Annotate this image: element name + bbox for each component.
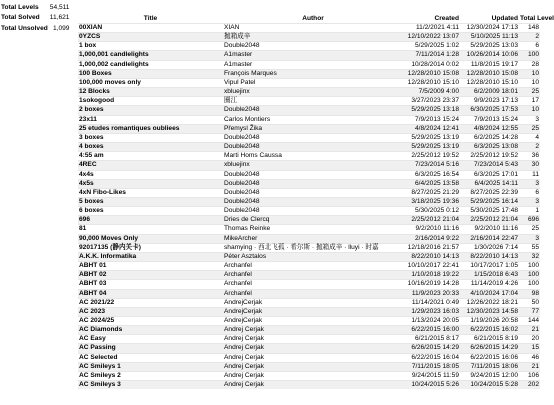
cell-author: Vipul Patel xyxy=(223,78,403,87)
table-row[interactable] xyxy=(78,33,540,42)
cell-total-level: 3 xyxy=(519,197,540,206)
cell-total-level: 6 xyxy=(519,42,540,51)
cell-author: Carlos Montiers xyxy=(223,115,403,124)
cell-author: Andrej Cerjak xyxy=(223,381,403,390)
cell-title[interactable]: 4x5s xyxy=(78,179,223,188)
table-row[interactable] xyxy=(78,243,540,252)
column-header-updated[interactable]: Updated xyxy=(491,15,518,22)
table-row[interactable] xyxy=(78,262,540,271)
cell-created: 6/4/2025 13:58 xyxy=(403,179,460,188)
table-row[interactable] xyxy=(78,326,540,335)
table-row[interactable] xyxy=(78,143,540,152)
cell-total-level: 32 xyxy=(519,252,540,261)
cell-author: Přemysl Žika xyxy=(223,124,403,133)
table-row[interactable] xyxy=(78,353,540,362)
cell-created: 11/9/2023 20:33 xyxy=(403,289,460,298)
summary-value: 1,099 xyxy=(52,24,70,32)
cell-updated: 2/16/2014 22:47 xyxy=(460,234,519,243)
cell-author: Thomas Reinke xyxy=(223,225,403,234)
table-row[interactable] xyxy=(78,271,540,280)
summary-value: 54,511 xyxy=(49,4,70,11)
cell-created: 7/5/2009 4:00 xyxy=(403,88,460,97)
table-row[interactable] xyxy=(78,170,540,179)
cell-updated: 12/28/2010 15:08 xyxy=(460,69,519,78)
cell-created: 5/29/2025 13:19 xyxy=(403,133,460,142)
summary-row xyxy=(0,13,70,23)
cell-title[interactable]: 4:55 am xyxy=(78,152,223,161)
table-row[interactable] xyxy=(78,188,540,197)
cell-created: 11/14/2021 0:49 xyxy=(403,298,460,307)
cell-title[interactable]: 6 boxes xyxy=(78,207,223,216)
cell-updated: 9/2/2010 11:16 xyxy=(460,225,519,234)
cell-author: Andrej Cerjak xyxy=(223,353,403,362)
table-row[interactable] xyxy=(78,60,540,69)
cell-created: 1/29/2023 16:03 xyxy=(403,307,460,316)
cell-created: 2/25/2012 21:04 xyxy=(403,216,460,225)
cell-title[interactable]: 4xN Fibo-Likes xyxy=(78,188,223,197)
cell-title[interactable]: 1,000,001 candlelights xyxy=(78,51,223,60)
cell-total-level: 20 xyxy=(519,335,540,344)
cell-created: 2/25/2012 19:52 xyxy=(403,152,460,161)
cell-author: Archanfel xyxy=(223,271,403,280)
summary-label: Total Unsolved xyxy=(1,24,48,32)
cell-updated: 1/19/2026 20:58 xyxy=(460,317,519,326)
cell-title[interactable]: AC Easy xyxy=(78,335,223,344)
summary-value: 11,621 xyxy=(49,14,70,22)
cell-title[interactable]: 12 Blocks xyxy=(78,88,223,97)
cell-total-level: 25 xyxy=(519,88,540,97)
cell-author: AndrejCerjak xyxy=(223,307,403,316)
cell-created: 7/9/2013 15:24 xyxy=(403,115,460,124)
cell-title[interactable]: ABHT 01 xyxy=(78,262,223,271)
summary-label: Total Solved xyxy=(1,14,40,22)
cell-author: Andrej Cerjak xyxy=(223,362,403,371)
cell-updated: 2/25/2012 19:52 xyxy=(460,152,519,161)
cell-total-level: 17 xyxy=(519,97,540,106)
cell-updated: 6/30/2025 17:53 xyxy=(460,106,519,115)
cell-total-level: 55 xyxy=(519,243,540,252)
cell-total-level: 36 xyxy=(519,152,540,161)
cell-title[interactable]: 696 xyxy=(78,216,223,225)
cell-created: 3/18/2025 19:36 xyxy=(403,197,460,206)
cell-total-level: 100 xyxy=(519,280,540,289)
cell-author: Andrej Cerjak xyxy=(223,371,403,380)
cell-updated: 5/10/2025 11:13 xyxy=(460,33,519,42)
cell-title[interactable]: 5 boxes xyxy=(78,197,223,206)
cell-title[interactable]: AC 2021/22 xyxy=(78,298,223,307)
cell-total-level: 3 xyxy=(519,179,540,188)
cell-title[interactable]: 4REC xyxy=(78,161,223,170)
cell-title[interactable]: 90,000 Moves Only xyxy=(78,234,223,243)
cell-total-level: 98 xyxy=(519,289,540,298)
cell-title[interactable]: 4x4s xyxy=(78,170,223,179)
cell-author: Andrej Cerjak xyxy=(223,335,403,344)
cell-title[interactable]: AC Smileys 1 xyxy=(78,362,223,371)
cell-title[interactable]: 0YZCS xyxy=(78,33,223,42)
cell-total-level: 100 xyxy=(519,51,540,60)
cell-title[interactable]: ABHT 03 xyxy=(78,280,223,289)
table-row[interactable] xyxy=(78,216,540,225)
cell-total-level: 10 xyxy=(519,78,540,87)
cell-updated: 12/28/2010 15:10 xyxy=(460,78,519,87)
table-row[interactable] xyxy=(78,133,540,142)
cell-title[interactable]: AC 2024/25 xyxy=(78,317,223,326)
table-row[interactable] xyxy=(78,197,540,206)
cell-updated: 10/24/2015 5:28 xyxy=(460,381,519,390)
cell-title[interactable]: ABHT 02 xyxy=(78,271,223,280)
cell-updated: 6/2/2025 14:28 xyxy=(460,133,519,142)
cell-title[interactable]: 25 etudes romantiques oubliees xyxy=(78,124,223,133)
cell-title[interactable]: AC Passing xyxy=(78,344,223,353)
cell-updated: 6/26/2015 14:29 xyxy=(460,344,519,353)
cell-created: 9/2/2010 11:16 xyxy=(403,225,460,234)
table-row[interactable] xyxy=(78,179,540,188)
cell-updated: 5/29/2025 13:03 xyxy=(460,42,519,51)
cell-author: François Marques xyxy=(223,69,403,78)
cell-total-level: 15 xyxy=(519,344,540,353)
cell-title[interactable]: 100,000 moves only xyxy=(78,78,223,87)
cell-author: MikeArcher xyxy=(223,234,403,243)
cell-title[interactable]: AC 2023 xyxy=(78,307,223,316)
table-row[interactable] xyxy=(78,362,540,371)
column-header-title[interactable]: Title xyxy=(143,15,158,22)
cell-created: 4/8/2024 12:41 xyxy=(403,124,460,133)
cell-title[interactable]: 2 boxes xyxy=(78,106,223,115)
cell-title[interactable]: AC Smileys 3 xyxy=(78,381,223,390)
cell-created: 12/18/2016 21:57 xyxy=(403,243,460,252)
cell-author: Andrej Cerjak xyxy=(223,344,403,353)
cell-created: 6/22/2015 16:00 xyxy=(403,326,460,335)
cell-created: 7/23/2014 5:16 xyxy=(403,161,460,170)
table-row[interactable] xyxy=(78,307,540,316)
cell-total-level: 100 xyxy=(519,262,540,271)
cell-updated: 6/22/2015 16:06 xyxy=(460,353,519,362)
table-row[interactable] xyxy=(78,42,540,51)
cell-total-level: 3 xyxy=(519,115,540,124)
table-row[interactable] xyxy=(78,106,540,115)
cell-created: 6/22/2015 16:04 xyxy=(403,353,460,362)
cell-updated: 6/21/2015 8:19 xyxy=(460,335,519,344)
table-row[interactable] xyxy=(78,78,540,87)
summary-row xyxy=(0,24,70,34)
cell-total-level: 202 xyxy=(519,381,540,390)
cell-title[interactable]: 4 boxes xyxy=(78,143,223,152)
collections-table xyxy=(78,2,554,389)
cell-total-level: 2 xyxy=(519,33,540,42)
cell-total-level: 10 xyxy=(519,69,540,78)
table-row[interactable] xyxy=(78,152,540,161)
cell-created: 5/29/2025 1:02 xyxy=(403,42,460,51)
cell-total-level: 11 xyxy=(519,170,540,179)
cell-updated: 1/15/2018 6:43 xyxy=(460,271,519,280)
cell-author: xbluejinx xyxy=(223,88,403,97)
cell-author: shamying · 西北飞孤 · 希尔斯 · 抛箱成辛 · lluyi · 时嘉 xyxy=(223,243,403,252)
table-row[interactable] xyxy=(78,381,540,390)
cell-total-level: 30 xyxy=(519,161,540,170)
cell-updated: 7/11/2015 18:06 xyxy=(460,362,519,371)
cell-created: 2/16/2014 9:22 xyxy=(403,234,460,243)
cell-created: 12/10/2022 13:07 xyxy=(403,33,460,42)
cell-total-level: 3 xyxy=(519,234,540,243)
cell-author: Dries de Clercq xyxy=(223,216,403,225)
table-row[interactable] xyxy=(78,161,540,170)
cell-updated: 10/26/2014 10:06 xyxy=(460,51,519,60)
cell-updated: 4/10/2024 17:04 xyxy=(460,289,519,298)
cell-created: 10/16/2019 14:28 xyxy=(403,280,460,289)
cell-updated: 12/26/2022 18:21 xyxy=(460,298,519,307)
cell-author: 圈江 xyxy=(223,97,403,106)
table-row[interactable] xyxy=(78,280,540,289)
cell-created: 12/28/2010 15:10 xyxy=(403,78,460,87)
cell-created: 9/24/2015 11:59 xyxy=(403,371,460,380)
cell-author: AndrejCerjak xyxy=(223,317,403,326)
cell-total-level: 21 xyxy=(519,362,540,371)
cell-total-level: 4 xyxy=(519,133,540,142)
cell-created: 5/29/2025 13:18 xyxy=(403,106,460,115)
cell-title[interactable]: AC Smileys 2 xyxy=(78,371,223,380)
cell-total-level: 1 xyxy=(519,207,540,216)
cell-total-level: 100 xyxy=(519,271,540,280)
table-row[interactable] xyxy=(78,335,540,344)
column-header-author[interactable]: Author xyxy=(302,15,324,22)
cell-created: 5/30/2025 0:12 xyxy=(403,207,460,216)
cell-title[interactable]: 1,000,002 candlelights xyxy=(78,60,223,69)
cell-title[interactable]: 00XIAN xyxy=(78,24,223,33)
table-row[interactable] xyxy=(78,51,540,60)
cell-author: Double2048 xyxy=(223,207,403,216)
cell-total-level: 10 xyxy=(519,106,540,115)
cell-created: 1/13/2024 20:05 xyxy=(403,317,460,326)
cell-updated: 8/27/2025 22:39 xyxy=(460,188,519,197)
cell-total-level: 77 xyxy=(519,307,540,316)
summary-label: Total Levels xyxy=(1,4,39,11)
cell-created: 6/3/2025 16:54 xyxy=(403,170,460,179)
cell-author: Double2048 xyxy=(223,179,403,188)
cell-created: 8/27/2025 21:29 xyxy=(403,188,460,197)
cell-updated: 10/17/2017 1:05 xyxy=(460,262,519,271)
cell-updated: 5/30/2025 17:48 xyxy=(460,207,519,216)
cell-updated: 11/8/2015 19:17 xyxy=(460,60,519,69)
table-row[interactable] xyxy=(78,24,540,33)
cell-title[interactable]: A.K.K. Informatika xyxy=(78,252,223,261)
cell-author: Double2048 xyxy=(223,143,403,152)
table-row[interactable] xyxy=(78,234,540,243)
table-row[interactable] xyxy=(78,69,540,78)
table-row[interactable] xyxy=(78,344,540,353)
cell-updated: 6/3/2025 17:01 xyxy=(460,170,519,179)
level-collection-list xyxy=(78,2,554,389)
cell-updated: 2/25/2012 21:04 xyxy=(460,216,519,225)
cell-created: 12/28/2010 15:08 xyxy=(403,69,460,78)
cell-updated: 7/23/2014 5:43 xyxy=(460,161,519,170)
table-row[interactable] xyxy=(78,97,540,106)
cell-created: 10/28/2014 0:02 xyxy=(403,60,460,69)
cell-title[interactable]: 1 box xyxy=(78,42,223,51)
cell-updated: 6/22/2015 16:02 xyxy=(460,326,519,335)
cell-created: 11/2/2021 4:11 xyxy=(403,24,460,33)
cell-created: 8/22/2010 14:13 xyxy=(403,252,460,261)
table-row[interactable] xyxy=(78,115,540,124)
cell-title[interactable]: 81 xyxy=(78,225,223,234)
cell-updated: 12/30/2024 17:13 xyxy=(460,24,519,33)
cell-author: Double2048 xyxy=(223,170,403,179)
cell-total-level: 696 xyxy=(519,216,540,225)
table-row[interactable] xyxy=(78,371,540,380)
cell-author: xbluejinx xyxy=(223,161,403,170)
cell-updated: 4/8/2024 12:55 xyxy=(460,124,519,133)
cell-author: Andrej Cerjak xyxy=(223,326,403,335)
cell-author: Double2048 xyxy=(223,106,403,115)
table-row[interactable] xyxy=(78,225,540,234)
cell-total-level: 25 xyxy=(519,124,540,133)
column-header-total-level[interactable]: Total Level xyxy=(520,15,554,22)
cell-updated: 11/14/2019 4:26 xyxy=(460,280,519,289)
cell-updated: 1/30/2026 7:14 xyxy=(460,243,519,252)
cell-author: Double2048 xyxy=(223,133,403,142)
header-row xyxy=(78,2,540,24)
cell-total-level: 144 xyxy=(519,317,540,326)
cell-created: 7/11/2015 18:05 xyxy=(403,362,460,371)
cell-created: 1/10/2018 19:22 xyxy=(403,271,460,280)
summary-row xyxy=(0,3,70,13)
cell-updated: 6/4/2025 14:11 xyxy=(460,179,519,188)
table-row[interactable] xyxy=(78,88,540,97)
cell-author: AndrejCerjak xyxy=(223,298,403,307)
column-header-created[interactable]: Created xyxy=(434,15,459,22)
cell-updated: 7/9/2013 15:24 xyxy=(460,115,519,124)
cell-total-level: 28 xyxy=(519,60,540,69)
cell-title[interactable]: ABHT 04 xyxy=(78,289,223,298)
cell-total-level: 148 xyxy=(519,24,540,33)
cell-updated: 9/9/2023 17:13 xyxy=(460,97,519,106)
cell-title[interactable]: 23x11 xyxy=(78,115,223,124)
cell-total-level: 6 xyxy=(519,188,540,197)
cell-created: 3/27/2023 23:37 xyxy=(403,97,460,106)
cell-title[interactable]: 1sokogood xyxy=(78,97,223,106)
cell-updated: 9/24/2015 12:00 xyxy=(460,371,519,380)
cell-created: 7/11/2014 1:28 xyxy=(403,51,460,60)
cell-author: Double2048 xyxy=(223,188,403,197)
cell-total-level: 2 xyxy=(519,143,540,152)
cell-author: Double2048 xyxy=(223,42,403,51)
cell-created: 6/21/2015 8:17 xyxy=(403,335,460,344)
cell-created: 6/26/2015 14:29 xyxy=(403,344,460,353)
table-row[interactable] xyxy=(78,298,540,307)
cell-title[interactable]: 92017135 (静内关卡) xyxy=(78,243,223,252)
cell-author: Double2048 xyxy=(223,197,403,206)
cell-author: Archanfel xyxy=(223,262,403,271)
cell-author: Archanfel xyxy=(223,280,403,289)
cell-title[interactable]: 3 boxes xyxy=(78,133,223,142)
cell-updated: 6/3/2025 13:08 xyxy=(460,143,519,152)
cell-created: 10/10/2017 22:41 xyxy=(403,262,460,271)
summary-table xyxy=(0,3,70,34)
cell-created: 10/24/2015 5:26 xyxy=(403,381,460,390)
cell-created: 5/29/2025 13:19 xyxy=(403,143,460,152)
cell-author: XIAN xyxy=(223,24,403,33)
cell-author: Péter Asztalos xyxy=(223,252,403,261)
cell-title[interactable]: 100 Boxes xyxy=(78,69,223,78)
cell-updated: 8/22/2010 14:13 xyxy=(460,252,519,261)
cell-author: A1master xyxy=(223,51,403,60)
cell-author: A1master xyxy=(223,60,403,69)
cell-total-level: 106 xyxy=(519,371,540,380)
cell-total-level: 46 xyxy=(519,353,540,362)
cell-author: Archanfel xyxy=(223,289,403,298)
cell-total-level: 50 xyxy=(519,298,540,307)
cell-title[interactable]: AC Diamonds xyxy=(78,326,223,335)
cell-total-level: 25 xyxy=(519,225,540,234)
cell-title[interactable]: AC Selected xyxy=(78,353,223,362)
table-row[interactable] xyxy=(78,252,540,261)
table-row[interactable] xyxy=(78,207,540,216)
table-row[interactable] xyxy=(78,124,540,133)
cell-author: Marti Homs Caussa xyxy=(223,152,403,161)
cell-author: 抛箱成辛 xyxy=(223,33,403,42)
cell-updated: 6/2/2009 18:01 xyxy=(460,88,519,97)
cell-updated: 5/29/2025 16:14 xyxy=(460,197,519,206)
cell-updated: 12/30/2023 14:58 xyxy=(460,307,519,316)
table-row[interactable] xyxy=(78,317,540,326)
cell-total-level: 21 xyxy=(519,326,540,335)
table-row[interactable] xyxy=(78,289,540,298)
